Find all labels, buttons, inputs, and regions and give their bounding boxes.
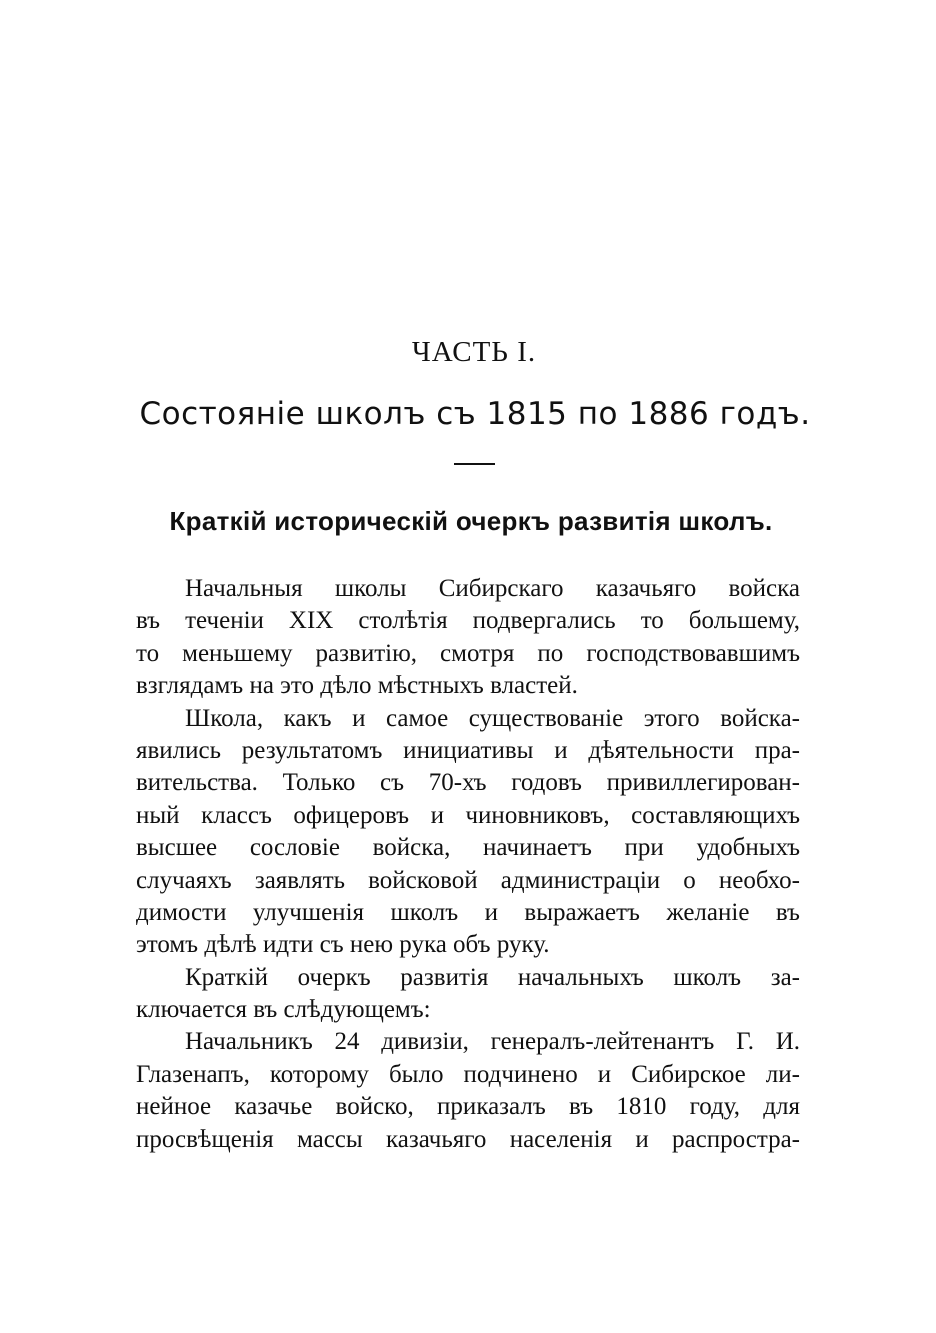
- text-line: Краткій очеркъ развитія начальныхъ школъ за-: [185, 963, 800, 991]
- text-line: въ теченіи XIX столѣтія подвергались то большему,: [136, 607, 800, 635]
- part-title: ЧАСТЬ I.: [411, 336, 537, 368]
- text-line: нейное казачье войско, приказалъ въ 1810 году, для: [136, 1093, 800, 1121]
- text-line: явились результатомъ инициативы и дѣятельности пра-: [136, 736, 800, 764]
- text-line: Начальныя школы Сибирскаго казачьяго войска: [185, 575, 800, 602]
- text-line: этомъ дѣлѣ идти съ нею рука объ руку.: [136, 931, 550, 959]
- text-line: вительства. Только съ 70-хъ годовъ привиллегирован-: [136, 769, 800, 797]
- text-line: Начальникъ 24 дивизіи, генералъ-лейтенантъ Г. И.: [185, 1028, 800, 1056]
- text-line: высшее сословіе войска, начинаетъ при удобныхъ: [136, 834, 800, 862]
- text-line: Школа, какъ и самое существованіе этого войска-: [185, 704, 800, 732]
- title-divider: [454, 463, 495, 465]
- paragraph: [136, 573, 800, 703]
- text-line: то меньшему развитію, смотря по господствовавшимъ: [136, 639, 800, 667]
- body-text: [136, 573, 800, 1156]
- paragraph: [136, 1026, 800, 1156]
- text-line: случаяхъ заявлять войсковой администраціи о необхо-: [136, 866, 800, 894]
- text-line: взглядамъ на это дѣло мѣстныхъ властей.: [136, 672, 578, 700]
- text-line: димости улучшенія школъ и выражаетъ желаніе въ: [136, 898, 800, 926]
- paragraph: [136, 962, 800, 1027]
- paragraph: [136, 703, 800, 962]
- text-line: просвѣщенія массы казачьяго населенія и распростра-: [136, 1125, 800, 1153]
- text-line: Глазенапъ, которому было подчинено и Сибирское ли-: [136, 1060, 800, 1088]
- text-line: ключается въ слѣдующемъ:: [136, 996, 431, 1024]
- section-heading: Краткій историческій очеркъ развитія школъ.: [169, 506, 773, 536]
- text-line: ный классъ офицеровъ и чиновниковъ, составляющихъ: [136, 801, 800, 829]
- chapter-subtitle: Состояніе школъ съ 1815 по 1886 годъ.: [139, 396, 811, 432]
